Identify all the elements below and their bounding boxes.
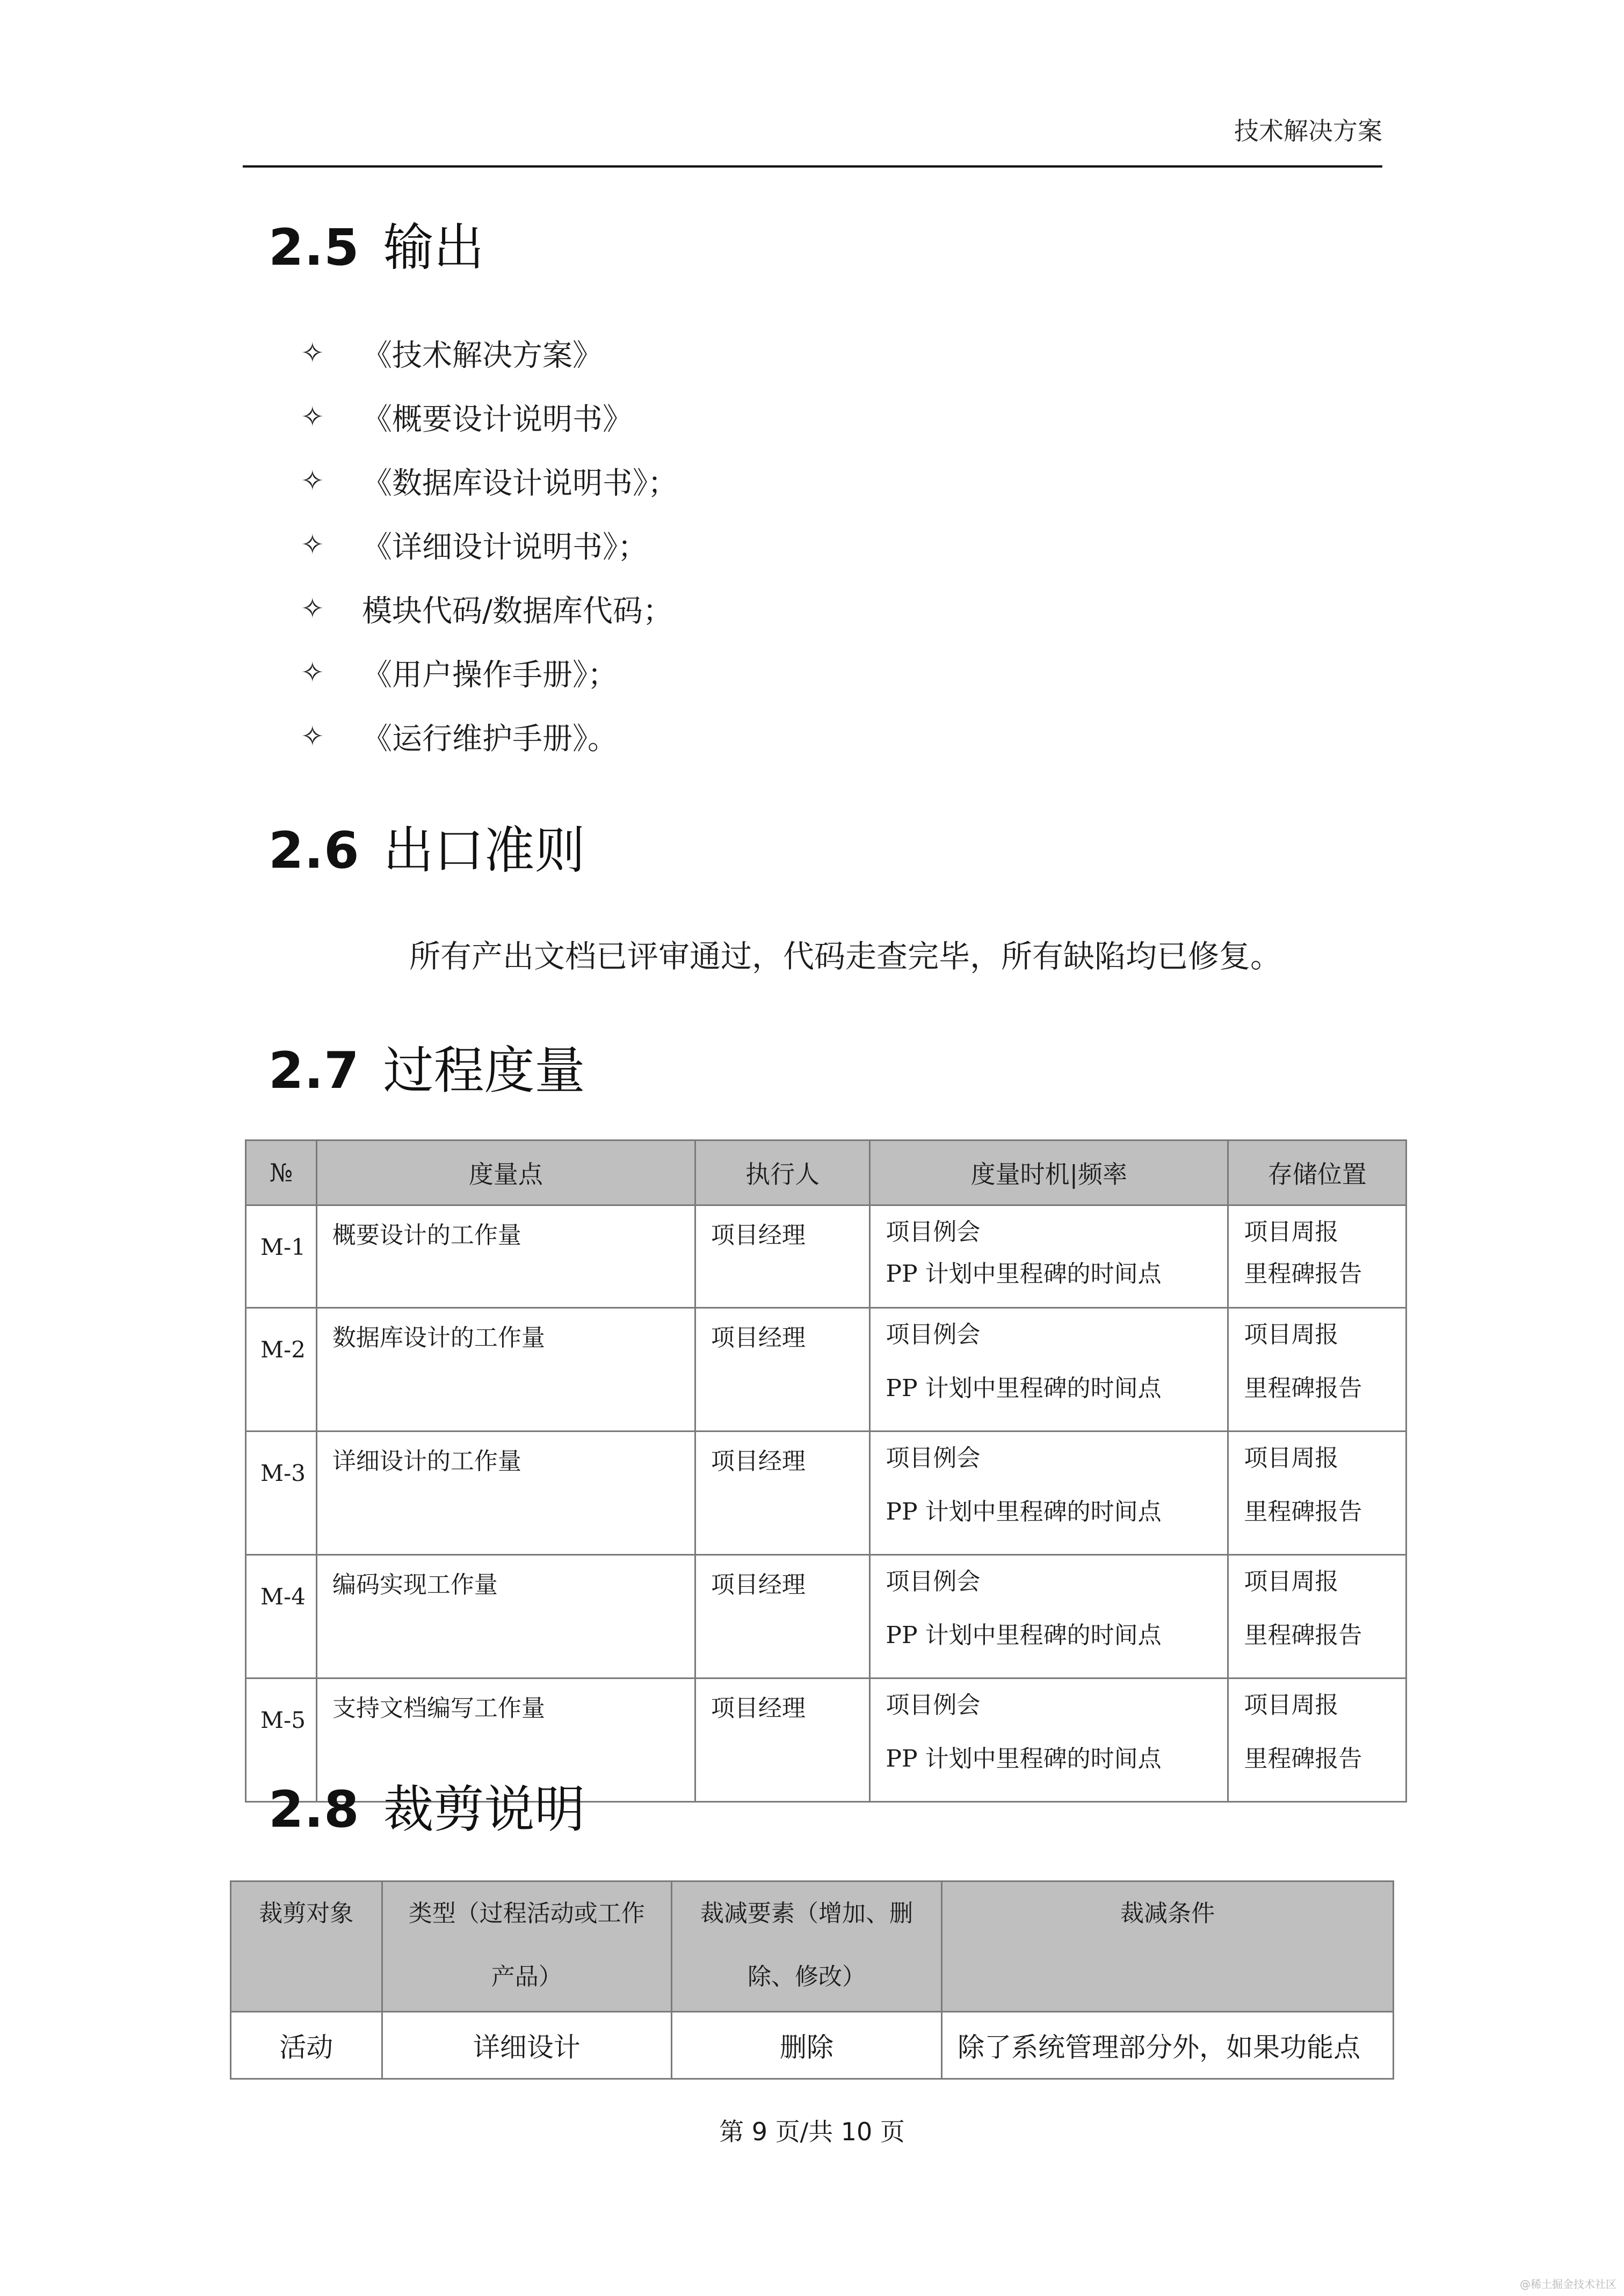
- diamond-star-icon: ✧: [301, 464, 324, 497]
- list-item-text: 《详细设计说明书》；: [362, 529, 648, 565]
- metric-id: M-2: [246, 1308, 317, 1432]
- metric-storage: [1228, 1308, 1407, 1432]
- storage-line: 项目周报: [1244, 1568, 1339, 1595]
- metric-id: M-3: [246, 1432, 317, 1555]
- column-header: №: [246, 1140, 317, 1205]
- storage-line: 项目周报: [1244, 1444, 1339, 1472]
- storage-line: 项目周报: [1244, 1218, 1339, 1246]
- timing-line: 项目例会: [886, 1444, 981, 1472]
- metric-storage: [1228, 1205, 1407, 1308]
- list-item-text: 《用户操作手册》；: [362, 657, 618, 693]
- section-title: 裁剪说明: [383, 1781, 585, 1839]
- metric-timing: [870, 1308, 1228, 1432]
- column-header: 度量时机|频率: [870, 1140, 1228, 1205]
- metric-executor: 项目经理: [695, 1679, 870, 1802]
- timing-line: 项目例会: [886, 1568, 981, 1595]
- exit-criteria-text: 所有产出文档已评审通过，代码走查完毕，所有缺陷均已修复。: [409, 938, 1282, 975]
- section-title: 出口准则: [383, 822, 585, 880]
- table-row: [246, 1308, 1407, 1432]
- storage-line: 里程碑报告: [1244, 1745, 1362, 1772]
- column-header: 度量点: [316, 1140, 695, 1205]
- metric-timing: [870, 1432, 1228, 1555]
- metric-timing: [870, 1205, 1228, 1308]
- table-row: [246, 1205, 1407, 1308]
- tailor-type: 详细设计: [382, 2012, 671, 2079]
- tailor-condition: 除了系统管理部分外，如果功能点: [942, 2012, 1394, 2079]
- list-item: [301, 704, 678, 768]
- header-text: 除、修改）: [748, 1963, 866, 1990]
- list-item-text: 《概要设计说明书》: [362, 402, 633, 437]
- total-page-number: 10: [840, 2117, 873, 2146]
- header-text: 产品）: [491, 1963, 562, 1990]
- page-footer: [0, 2112, 1624, 2148]
- header-text: 类型（过程活动或工作: [408, 1900, 645, 1927]
- metric-storage: [1228, 1555, 1407, 1679]
- table-row: [246, 1555, 1407, 1679]
- section-heading-2-7: [269, 1030, 585, 1102]
- metric-id: M-4: [246, 1555, 317, 1679]
- section-number: 2.8: [269, 1781, 360, 1839]
- list-item: [301, 577, 678, 641]
- section-heading-2-8: [269, 1769, 585, 1841]
- list-item-text: 《数据库设计说明书》；: [362, 466, 678, 501]
- diamond-star-icon: ✧: [301, 720, 324, 753]
- output-list: [301, 321, 678, 768]
- timing-line: PP 计划中里程碑的时间点: [886, 1260, 1162, 1288]
- diamond-star-icon: ✧: [301, 401, 324, 433]
- diamond-star-icon: ✧: [301, 337, 324, 369]
- storage-line: 里程碑报告: [1244, 1375, 1362, 1402]
- column-header: [382, 1881, 671, 2012]
- metric-storage: [1228, 1432, 1407, 1555]
- list-item: [301, 449, 678, 513]
- column-header: 存储位置: [1228, 1140, 1407, 1205]
- list-item: [301, 385, 678, 449]
- timing-line: PP 计划中里程碑的时间点: [886, 1622, 1162, 1649]
- list-item: [301, 513, 678, 577]
- metric-name: 数据库设计的工作量: [316, 1308, 695, 1432]
- metrics-table: [245, 1139, 1407, 1803]
- list-item: [301, 641, 678, 704]
- table-row: [231, 2012, 1394, 2079]
- section-number: 2.5: [269, 219, 360, 277]
- header-divider: [243, 165, 1382, 168]
- table-header-row: [246, 1140, 1407, 1205]
- footer-mid: 页/共: [775, 2117, 833, 2146]
- footer-prefix: 第: [719, 2117, 744, 2146]
- metric-storage: [1228, 1679, 1407, 1802]
- watermark: @稀土掘金技术社区: [1520, 2278, 1616, 2291]
- tailor-element: 删除: [671, 2012, 941, 2079]
- storage-line: 项目周报: [1244, 1321, 1339, 1348]
- metric-timing: [870, 1555, 1228, 1679]
- table-row: [246, 1432, 1407, 1555]
- header-text: 裁减要素（增加、删: [700, 1900, 913, 1927]
- timing-line: 项目例会: [886, 1218, 981, 1246]
- metric-name: 编码实现工作量: [316, 1555, 695, 1679]
- header-text: 裁剪对象: [259, 1900, 354, 1927]
- metric-id: M-5: [246, 1679, 317, 1802]
- list-item: [301, 321, 678, 385]
- metric-timing: [870, 1679, 1228, 1802]
- diamond-star-icon: ✧: [301, 528, 324, 561]
- storage-line: 里程碑报告: [1244, 1260, 1362, 1288]
- column-header: 执行人: [695, 1140, 870, 1205]
- section-heading-2-5: [269, 207, 484, 279]
- metric-executor: 项目经理: [695, 1432, 870, 1555]
- list-item-text: 《技术解决方案》: [362, 338, 603, 373]
- metric-id: M-1: [246, 1205, 317, 1308]
- metric-executor: 项目经理: [695, 1555, 870, 1679]
- section-title: 过程度量: [383, 1042, 585, 1100]
- column-header: [231, 1881, 382, 2012]
- column-header: [671, 1881, 941, 2012]
- header-title: 技术解决方案: [1234, 117, 1382, 146]
- metric-executor: 项目经理: [695, 1308, 870, 1432]
- tailor-object: 活动: [231, 2012, 382, 2079]
- current-page-number: 9: [751, 2117, 767, 2146]
- tailoring-table: [230, 1880, 1394, 2080]
- table-header-row: [231, 1881, 1394, 2012]
- timing-line: PP 计划中里程碑的时间点: [886, 1745, 1162, 1772]
- list-item-text: 模块代码/数据库代码；: [362, 593, 673, 629]
- section-title: 输出: [383, 219, 484, 277]
- timing-line: PP 计划中里程碑的时间点: [886, 1375, 1162, 1402]
- column-header: [942, 1881, 1394, 2012]
- storage-line: 里程碑报告: [1244, 1498, 1362, 1525]
- section-number: 2.7: [269, 1042, 360, 1100]
- list-item-text: 《运行维护手册》。: [362, 721, 618, 757]
- section-heading-2-6: [269, 810, 585, 882]
- metric-name: 详细设计的工作量: [316, 1432, 695, 1555]
- timing-line: PP 计划中里程碑的时间点: [886, 1498, 1162, 1525]
- storage-line: 里程碑报告: [1244, 1622, 1362, 1649]
- storage-line: 项目周报: [1244, 1691, 1339, 1719]
- header-text: 裁减条件: [1120, 1900, 1215, 1927]
- diamond-star-icon: ✧: [301, 592, 324, 625]
- footer-suffix: 页: [880, 2117, 905, 2146]
- metric-executor: 项目经理: [695, 1205, 870, 1308]
- section-number: 2.6: [269, 822, 360, 880]
- timing-line: 项目例会: [886, 1321, 981, 1348]
- timing-line: 项目例会: [886, 1691, 981, 1719]
- diamond-star-icon: ✧: [301, 656, 324, 689]
- metric-name: 支持文档编写工作量: [316, 1679, 695, 1802]
- metric-name: 概要设计的工作量: [316, 1205, 695, 1308]
